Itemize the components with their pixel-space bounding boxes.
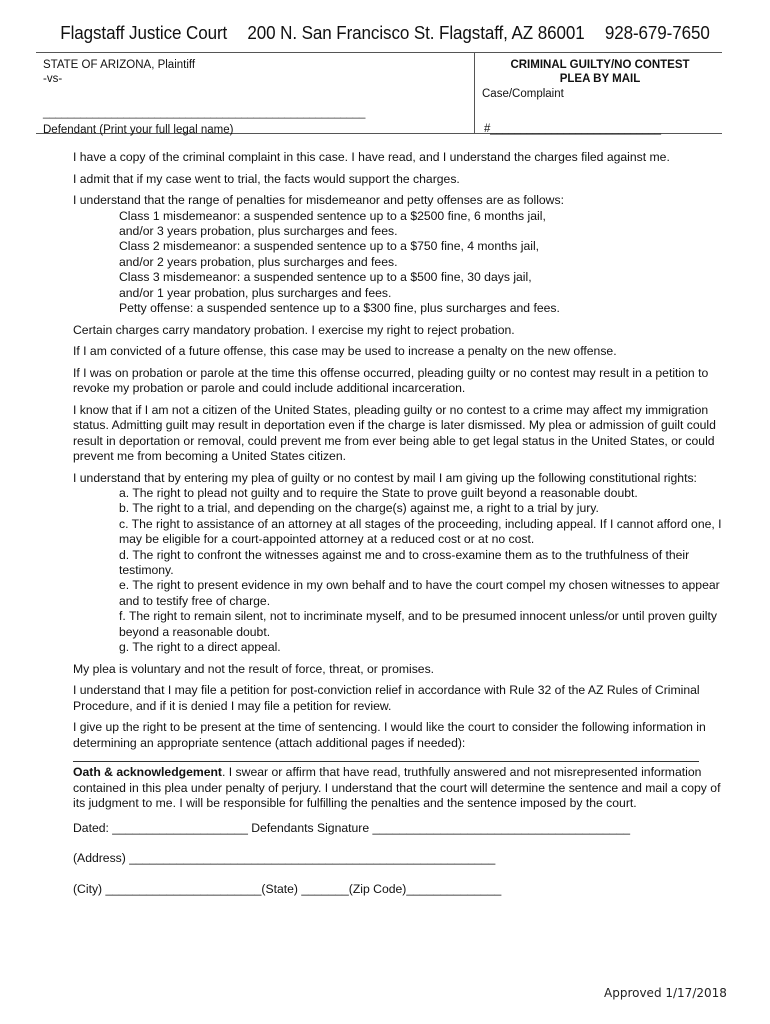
address-line[interactable]: (Address) ______________________________________________________ (73, 850, 496, 865)
paragraph-oath (73, 765, 723, 811)
city-state-zip-line[interactable]: (City) _______________________(State) _______(Zip Code)______________ (73, 882, 502, 897)
penalty-line: Petty offense: a suspended sentence up to a $300 fine, plus surcharges and fees. (119, 301, 560, 316)
vs-label: -vs- (43, 73, 63, 85)
form-title-line-1: CRIMINAL GUILTY/NO CONTEST (510, 59, 690, 71)
caption-form-info (482, 58, 718, 135)
sentencing-info-field[interactable] (73, 751, 699, 762)
paragraph-admit-facts: I admit that if my case went to trial, the facts would support the charges. (73, 171, 460, 186)
paragraph-complaint-copy: I have a copy of the criminal complaint in this case. I have read, and I understand the charges filed against me. (73, 150, 670, 164)
paragraph-probation-parole: If I was on probation or parole at the time this offense occurred, pleading guilty or no contest may result in a petition to revoke my probation or parole and could include additional incarceration. (73, 365, 709, 396)
form-title-line-2: PLEA BY MAIL (559, 73, 641, 85)
court-name: Flagstaff Justice Court (60, 22, 228, 43)
right-item: g. The right to a direct appeal. (119, 640, 281, 655)
oath-text: . I swear or affirm that have read, truthfully answered and not misrepresented information contained in this plea under penalty of perjury. I understand that the court will determine the sentence and mail a copy of its judgment to me. I will be responsible for fulfilling the penalties and the sentence imposed by the court. (73, 765, 721, 810)
paragraph-rule-32: I understand that I may file a petition for post-conviction relief in accordance with Rule 32 of the AZ Rules of Criminal Procedure, and if it is denied I may file a petition for review. (73, 683, 700, 713)
penalties-intro: I understand that the range of penalties for misdemeanor and petty offenses are as follows: (73, 193, 564, 208)
plaintiff-label: STATE OF ARIZONA, Plaintiff (43, 59, 196, 71)
penalty-line: Class 3 misdemeanor: a suspended sentence up to a $500 fine, 30 days jail, (119, 270, 532, 285)
penalty-line: and/or 1 year probation, plus surcharges and fees. (119, 285, 392, 300)
right-item: a. The right to plead not guilty and to require the State to prove guilt beyond a reasonable doubt. (119, 486, 638, 501)
right-item: b. The right to a trial, and depending on the charge(s) against me, a right to a trial by jury. (119, 501, 599, 516)
paragraph-constitutional-rights (73, 471, 723, 656)
rights-list (73, 486, 723, 655)
oath-heading: Oath & acknowledgement (73, 765, 222, 780)
paragraph-mandatory-probation: Certain charges carry mandatory probation. I exercise my right to reject probation. (73, 322, 515, 337)
penalties-list (73, 209, 723, 317)
defendant-label: Defendant (Print your full legal name) (43, 124, 234, 136)
right-item: d. The right to confront the witnesses against me and to cross-examine them as to the truthfulness of their testimony. (119, 547, 690, 578)
paragraph-immigration: I know that if I am not a citizen of the United States, pleading guilty or no contest to a crime may affect my immigration status. Admitting guilt may result in deportation even if the charge is later dismissed. My plea or admission of guilt could result in deportation or removal, could prevent me from ever being able to get legal status in the United States, or could prevent me from becoming a United States citizen. (73, 402, 716, 464)
approved-date: Approved 1/17/2018 (604, 986, 727, 1000)
case-caption (36, 52, 722, 134)
penalty-line: and/or 2 years probation, plus surcharges and fees. (119, 254, 398, 269)
court-phone: 928-679-7650 (604, 22, 710, 43)
defendant-name-field[interactable]: ____________________________________________________ (43, 107, 366, 119)
penalty-line: Class 1 misdemeanor: a suspended sentence up to a $2500 fine, 6 months jail, (119, 208, 546, 223)
plea-body (73, 150, 723, 898)
penalty-line: Class 2 misdemeanor: a suspended sentence up to a $750 fine, 4 months jail, (119, 239, 540, 254)
caption-parties (43, 58, 463, 136)
case-number-field[interactable]: #____________________________ (484, 123, 661, 135)
paragraph-sentencing-info: I give up the right to be present at the time of sentencing. I would like the court to consider the following information in determining an appropriate sentence (attach additional pages if needed): (73, 720, 706, 750)
paragraph-voluntary: My plea is voluntary and not the result of force, threat, or promises. (73, 661, 435, 676)
right-item: f. The right to remain silent, not to incriminate myself, and to be presumed innocent unless/or until proven guilty beyond a reasonable doubt. (119, 609, 717, 639)
penalty-line: and/or 3 years probation, plus surcharges and fees. (119, 224, 398, 238)
case-complaint-label: Case/Complaint (482, 88, 564, 100)
caption-divider (474, 53, 475, 133)
date-signature-line[interactable]: Dated: ____________________ Defendants Signature ______________________________________ (73, 821, 631, 836)
paragraph-future-offense: If I am convicted of a future offense, this case may be used to increase a penalty on the new offense. (73, 344, 617, 359)
court-address: 200 N. San Francisco St. Flagstaff, AZ 86001 (247, 22, 585, 43)
court-header (31, 22, 739, 44)
right-item: c. The right to assistance of an attorney at all stages of the proceeding, including appeal. If I cannot afford one, I may be eligible for a court-appointed attorney at a reduced cost or at no cost. (119, 516, 722, 547)
right-item: e. The right to present evidence in my own behalf and to have the court compel my chosen witnesses to appear and to testify free of charge. (119, 578, 720, 608)
paragraph-penalties (73, 193, 723, 316)
rights-intro: I understand that by entering my plea of guilty or no contest by mail I am giving up the following constitutional rights: (73, 470, 697, 485)
